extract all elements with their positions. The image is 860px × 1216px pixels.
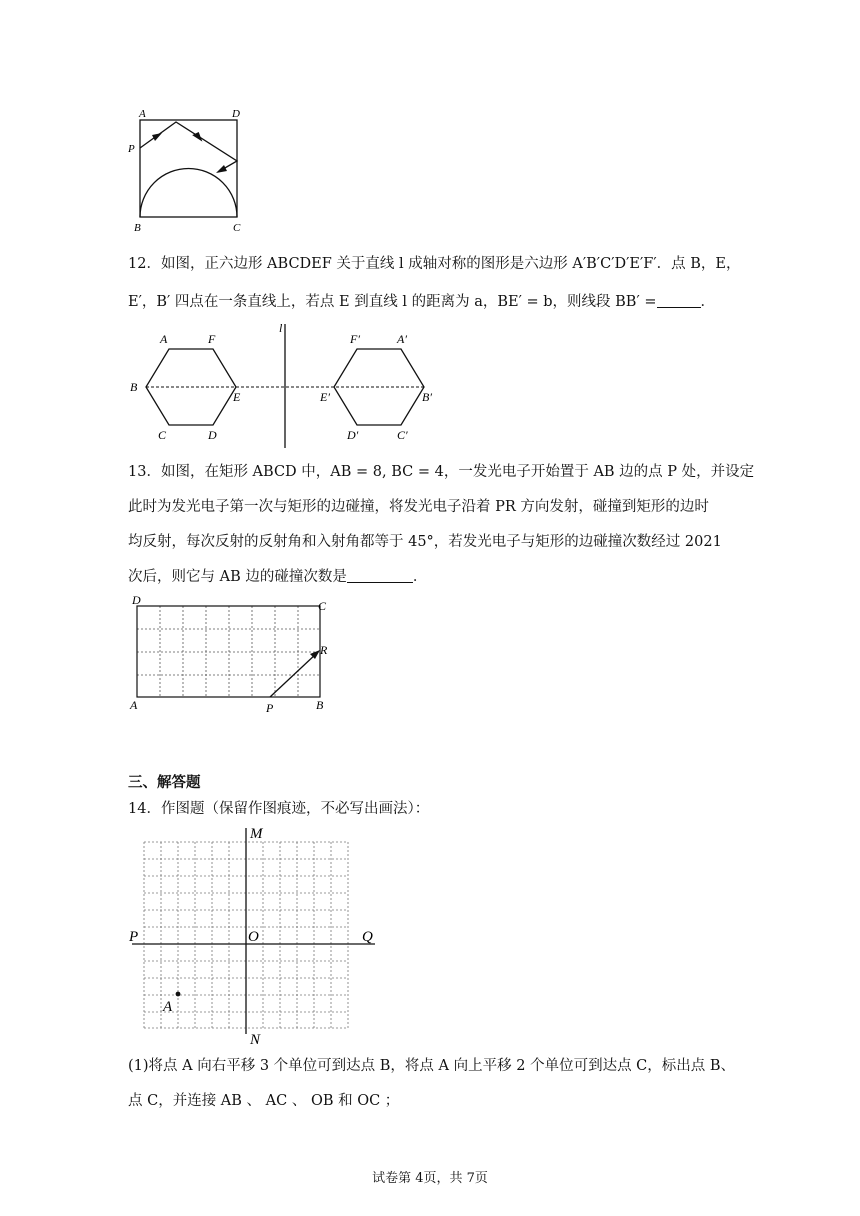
fig12-label-D: D [208,428,217,442]
fig12-label-D-prime: D′ [347,428,359,442]
q13-text-1: 13．如图，在矩形 ABCD 中，AB = 8, BC = 4，一发光电子开始置于 AB 边的点 P 处，并设定 [128,464,755,480]
fig12-label-C: C [158,428,167,442]
q13-line2 [128,497,709,517]
fig13-label-R: R [320,643,328,657]
fig13-label-A: A [130,698,138,712]
q13-text-2: 此时为发光电子第一次与矩形的边碰撞，将发光电子沿着 PR 方向发射，碰撞到矩形的边时 [128,499,709,515]
q12-text-2: E′，B′ 四点在一条直线上，若点 E 到直线 l 的距离为 a，BE′ = b，则线段 BB′ = [128,294,657,310]
figure-14-coordinate-grid [126,822,386,1050]
q13-line1 [128,462,754,482]
q12-line2 [128,292,715,312]
q14-part1-text-1: (1)将点 A 向右平移 3 个单位可到达点 B，将点 A 向上平移 2 个单位可到达点 C，标出点 B、 [128,1058,736,1074]
page-footer: 试卷第 4页，共 7页 [372,1171,488,1186]
fig14-label-O: O [248,929,259,945]
fig14-label-Q: Q [362,929,373,945]
fig12-label-B-prime: B′ [422,390,432,404]
q12-text-1: 12．如图，正六边形 ABCDEF 关于直线 l 成轴对称的图形是六边形 A′B′C′D′E′F′．点 B，E， [128,256,741,272]
q14-part1-line2 [128,1091,399,1111]
fig11-label-B: B [134,222,141,234]
fig12-label-F-prime: F′ [350,332,360,346]
q13-text-4: 次后，则它与 AB 边的碰撞次数是 [128,569,347,585]
fig14-label-N: N [250,1032,261,1048]
section-heading-3: 三、解答题 [128,774,201,791]
q14-part1-text-2: 点 C，并连接 AB 、 AC 、 OB 和 OC ； [128,1093,400,1109]
fig14-label-P: P [129,929,139,945]
q12-line1 [128,254,741,274]
q14-text-1: 14．作图题（保留作图痕迹，不必写出画法）： [128,801,430,817]
fig11-label-D: D [232,108,240,120]
fig11-label-A: A [139,108,146,120]
fig11-label-P: P [128,143,135,155]
q13-answer-blank[interactable] [347,567,413,583]
q12-end: ． [700,294,715,310]
q14-line1 [128,799,429,819]
figure-11-square [128,105,248,235]
fig12-label-A-prime: A′ [397,332,407,346]
q14-part1-line1 [128,1056,735,1076]
figure-13-rectangle-grid [126,592,341,717]
q13-line3 [128,532,722,552]
fig13-label-B: B [316,698,324,712]
q13-end: ． [412,569,428,585]
q12-answer-blank[interactable] [657,292,701,308]
fig13-label-C: C [318,599,327,613]
fig14-label-M: M [250,826,263,842]
fig12-label-F: F [208,332,216,346]
fig12-label-E-prime: E′ [320,390,330,404]
fig14-label-A: A [163,999,173,1015]
fig12-label-E: E [233,390,241,404]
fig12-label-l: l [279,321,283,335]
fig11-label-C: C [233,222,241,234]
q13-text-3: 均反射，每次反射的反射角和入射角都等于 45°，若发光电子与矩形的边碰撞次数经过 2021 [128,534,722,550]
fig12-label-A: A [160,332,168,346]
fig12-label-B: B [130,380,138,394]
fig13-label-P: P [266,701,274,715]
figure-12-hexagons [126,320,446,450]
fig12-label-C-prime: C′ [397,428,408,442]
q13-line4 [128,567,427,587]
fig13-label-D: D [132,593,141,607]
